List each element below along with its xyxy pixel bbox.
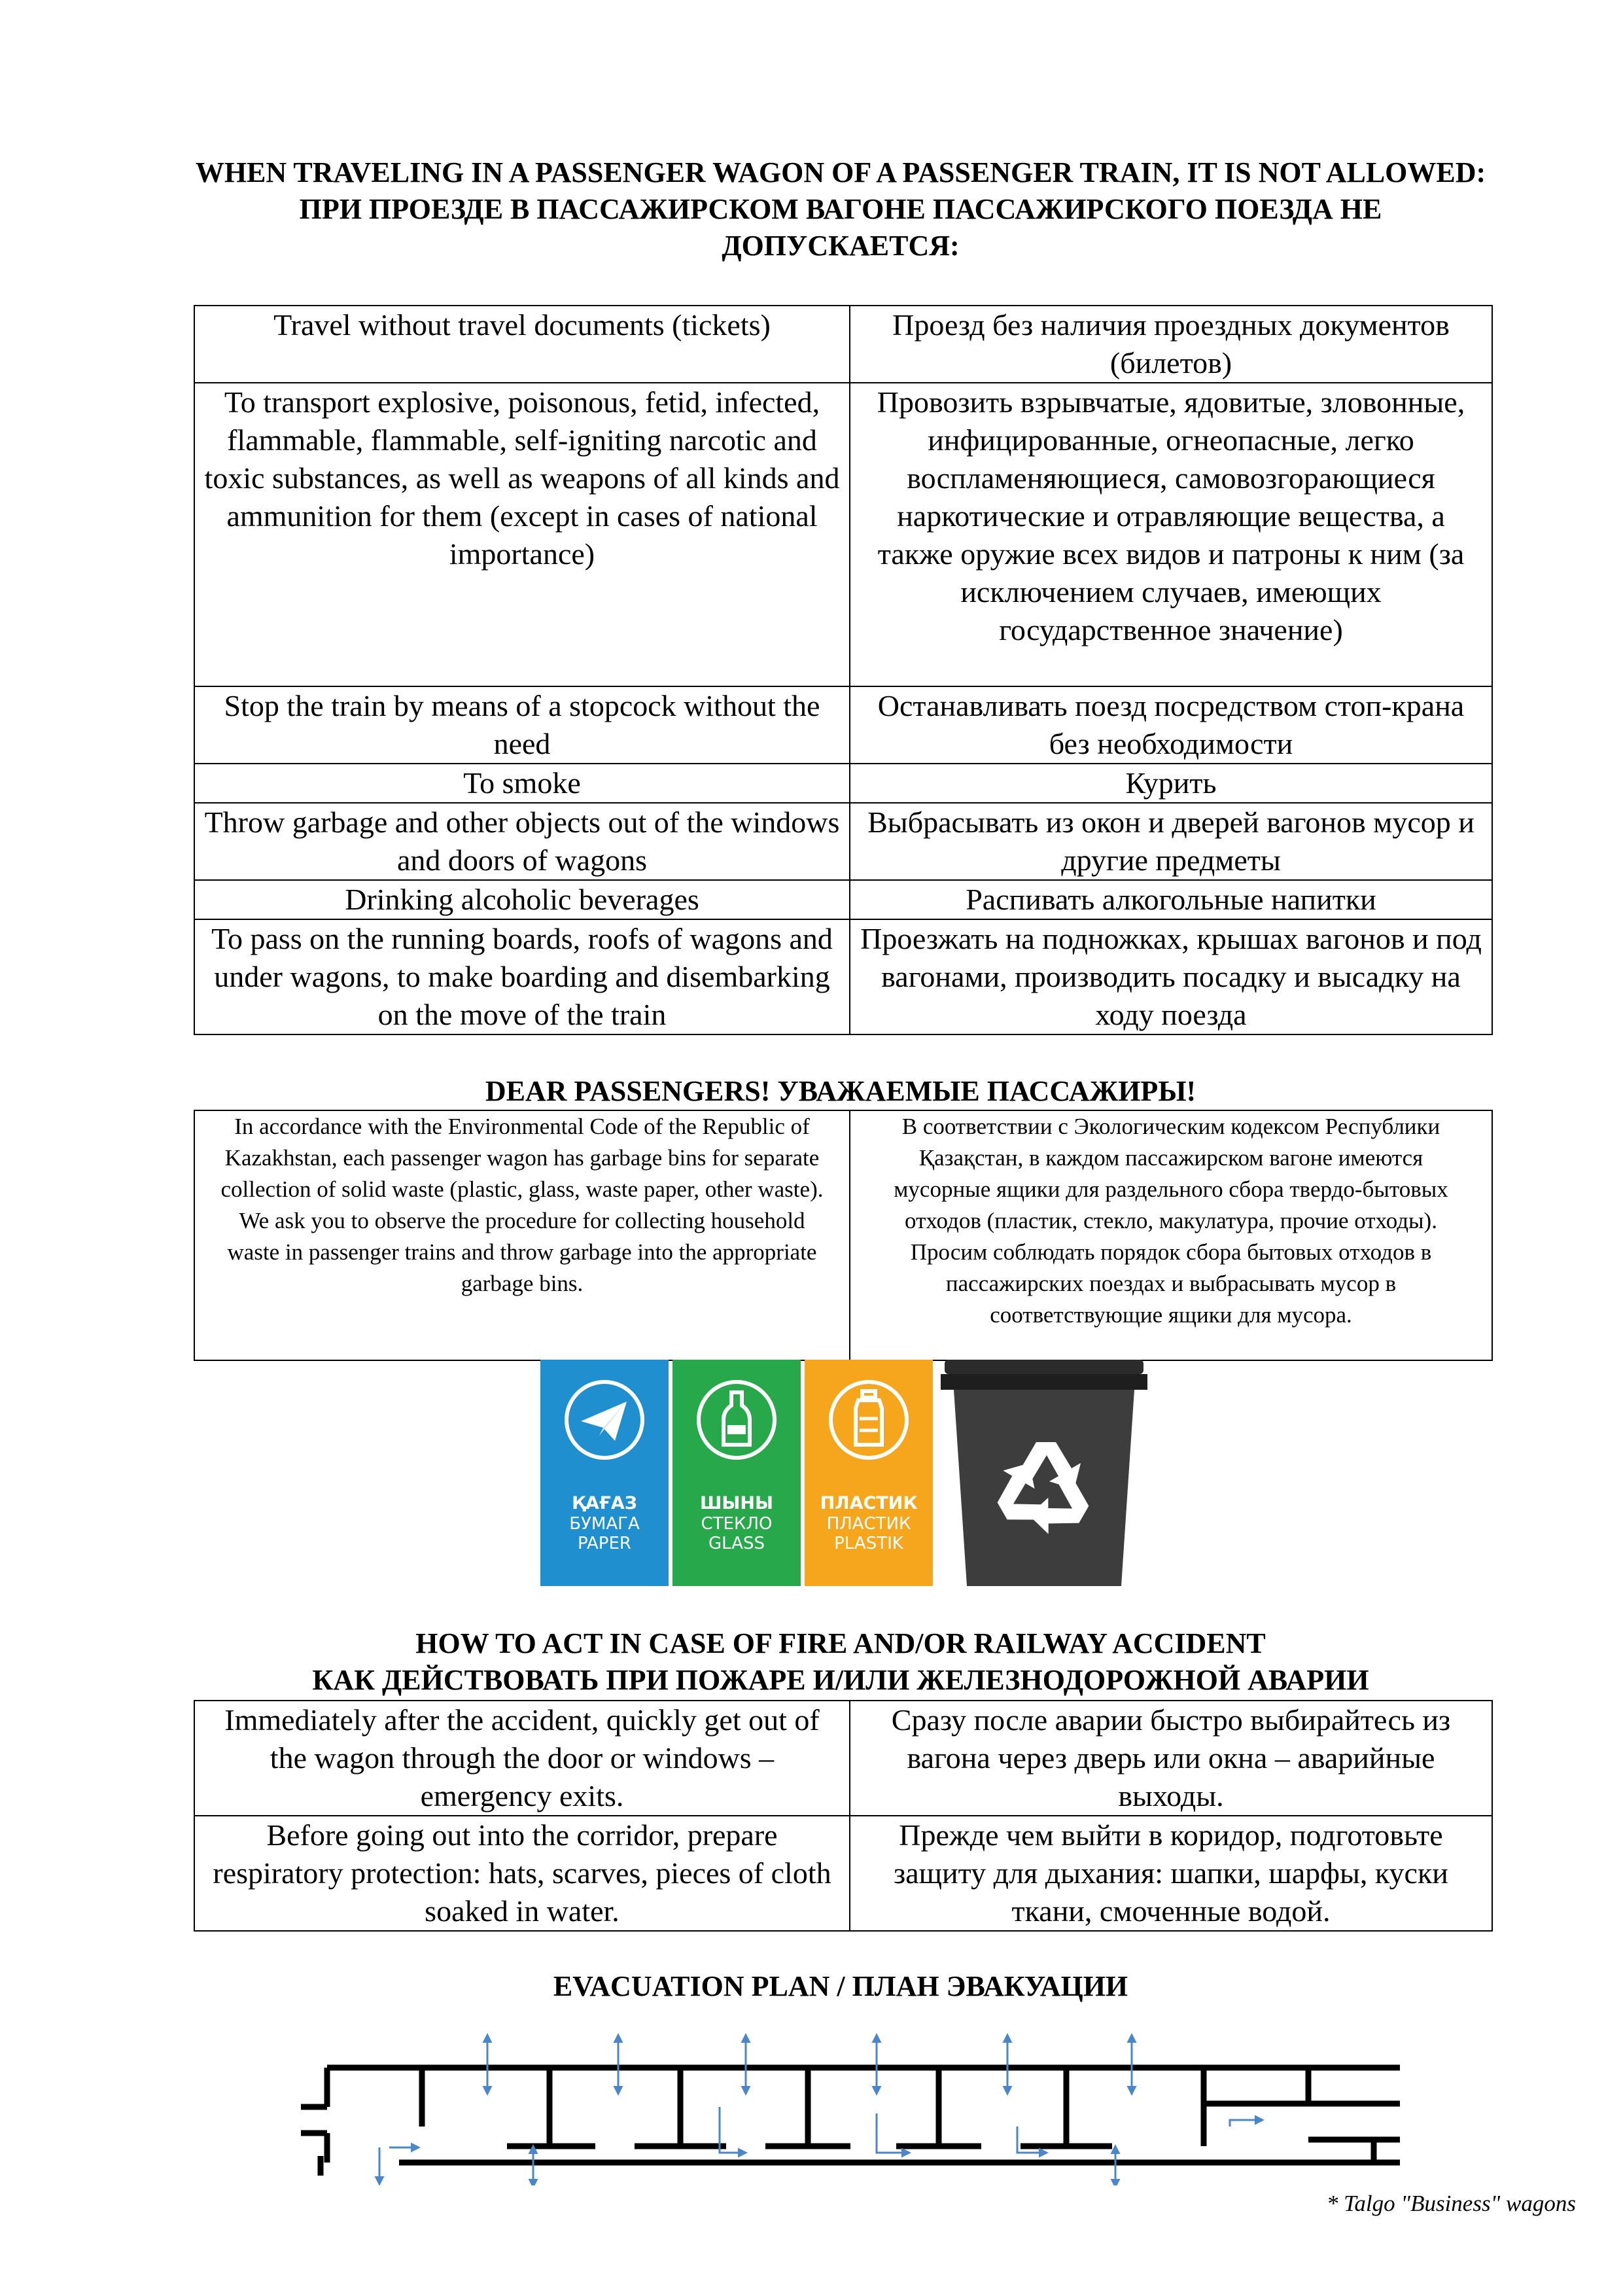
fire-en: Immediately after the accident, quickly get out of the wagon through the door or windows – emergency exits. (194, 1701, 850, 1816)
table-row (194, 803, 1492, 880)
rule-ru: Курить (850, 764, 1492, 803)
fire-title-ru: КАК ДЕЙСТВОВАТЬ ПРИ ПОЖАРЕ И/ИЛИ ЖЕЛЕЗНОДОРОЖНОЙ АВАРИИ (312, 1664, 1369, 1696)
bin-label: ҚАҒАЗ БУМАГА PAPER (569, 1493, 640, 1553)
bin-plastic (805, 1360, 933, 1586)
plastic-bottle-icon (827, 1378, 911, 1462)
rules-table (194, 305, 1493, 1035)
table-row (194, 686, 1492, 764)
rule-en: Stop the train by means of a stopcock without the need (194, 686, 850, 764)
rule-en: To smoke (194, 764, 850, 803)
notice-ru: В соответствии с Экологическим кодексом Республики Қазақстан, в каждом пассажирском вагоне имеются мусорные ящики для раздельного сбора твердо-бытовых отходов (пластик, стекло, макулатура, прочие отходы). Просим соблюдать порядок сбора бытовых отходов в пассажирских поездах и выбрасывать мусор в соответствующие ящики для мусора. (850, 1110, 1492, 1360)
table-row (194, 764, 1492, 803)
rules-title-en: WHEN TRAVELING IN A PASSENGER WAGON OF A PASSENGER TRAIN, IT IS NOT ALLOWED: (195, 156, 1486, 188)
table-row (194, 383, 1492, 686)
fire-title (190, 1625, 1492, 1699)
rule-en: To pass on the running boards, roofs of wagons and under wagons, to make boarding and disembarking on the move of the train (194, 919, 850, 1034)
rule-en: To transport explosive, poisonous, fetid, infected, flammable, flammable, self-igniting narcotic and toxic substances, as well as weapons of all kinds and ammunition for them (except in cases of national importance) (194, 383, 850, 686)
rule-ru: Проезжать на подножках, крышах вагонов и под вагонами, производить посадку и высадку на ходу поезда (850, 919, 1492, 1034)
fire-title-en: HOW TO ACT IN CASE OF FIRE AND/OR RAILWAY ACCIDENT (415, 1627, 1266, 1659)
rule-ru: Останавливать поезд посредством стоп-крана без необходимости (850, 686, 1492, 764)
table-row (194, 1110, 1492, 1360)
evacuation-title: EVACUATION PLAN / ПЛАН ЭВАКУАЦИИ (553, 1970, 1128, 2002)
rule-ru: Проезд без наличия проездных документов (билетов) (850, 306, 1492, 383)
table-row (194, 306, 1492, 383)
bin-label: ШЫНЫ СТЕКЛО GLASS (700, 1493, 773, 1553)
bottle-icon (695, 1378, 778, 1462)
rules-title (190, 154, 1492, 264)
fire-ru: Прежде чем выйти в коридор, подготовьте защиту для дыхания: шапки, шарфы, куски ткани, смоченные водой. (850, 1816, 1492, 1931)
table-row (194, 1816, 1492, 1931)
rule-en: Drinking alcoholic beverages (194, 880, 850, 919)
table-row (194, 919, 1492, 1034)
bin-label: ПЛАСТИК ПЛАСТИК PLASTIK (820, 1493, 918, 1553)
arrow (1230, 2120, 1263, 2127)
wagon-walls (301, 2068, 1400, 2176)
rules-title-ru: ПРИ ПРОЕЗДЕ В ПАССАЖИРСКОМ ВАГОНЕ ПАССАЖИРСКОГО ПОЕЗДА НЕ ДОПУСКАЕТСЯ: (299, 193, 1382, 262)
fire-en: Before going out into the corridor, prepare respiratory protection: hats, scarves, pieces of cloth soaked in water. (194, 1816, 850, 1931)
fire-table (194, 1700, 1493, 1932)
fire-ru: Сразу после аварии быстро выбирайтесь из вагона через дверь или окна – аварийные выходы. (850, 1701, 1492, 1816)
bin-paper (540, 1360, 669, 1586)
evacuation-plan-diagram (288, 2015, 1413, 2185)
footnote: * Talgo "Business" wagons (1326, 2191, 1576, 2216)
rule-ru: Распивать алкогольные напитки (850, 880, 1492, 919)
notice-en: In accordance with the Environmental Code of the Republic of Kazakhstan, each passenger wagon has garbage bins for separate collection of solid waste (plastic, glass, waste paper, other waste). We ask you to observe the procedure for collecting household waste in passenger trains and throw garbage into the appropriate garbage bins. (194, 1110, 850, 1360)
waste-bins-graphic (540, 1360, 1147, 1586)
paper-plane-icon (563, 1378, 646, 1462)
rule-en: Travel without travel documents (tickets) (194, 306, 850, 383)
rule-ru: Провозить взрывчатые, ядовитые, зловонные, инфицированные, огнеопасные, легко воспламеняющиеся, самовозгорающиеся наркотические и отравляющие вещества, а также оружие всех видов и патроны к ним (за исключением случаев, имеющих государственное значение) (850, 383, 1492, 686)
notice-table (194, 1110, 1493, 1361)
bin-other (941, 1360, 1147, 1586)
notice-title: DEAR PASSENGERS! УВАЖАЕМЫЕ ПАССАЖИРЫ! (485, 1075, 1196, 1107)
table-row (194, 880, 1492, 919)
bin-glass (672, 1360, 801, 1586)
table-row (194, 1701, 1492, 1816)
trash-can-icon (941, 1360, 1147, 1586)
rule-en: Throw garbage and other objects out of the windows and doors of wagons (194, 803, 850, 880)
rule-ru: Выбрасывать из окон и дверей вагонов мусор и другие предметы (850, 803, 1492, 880)
